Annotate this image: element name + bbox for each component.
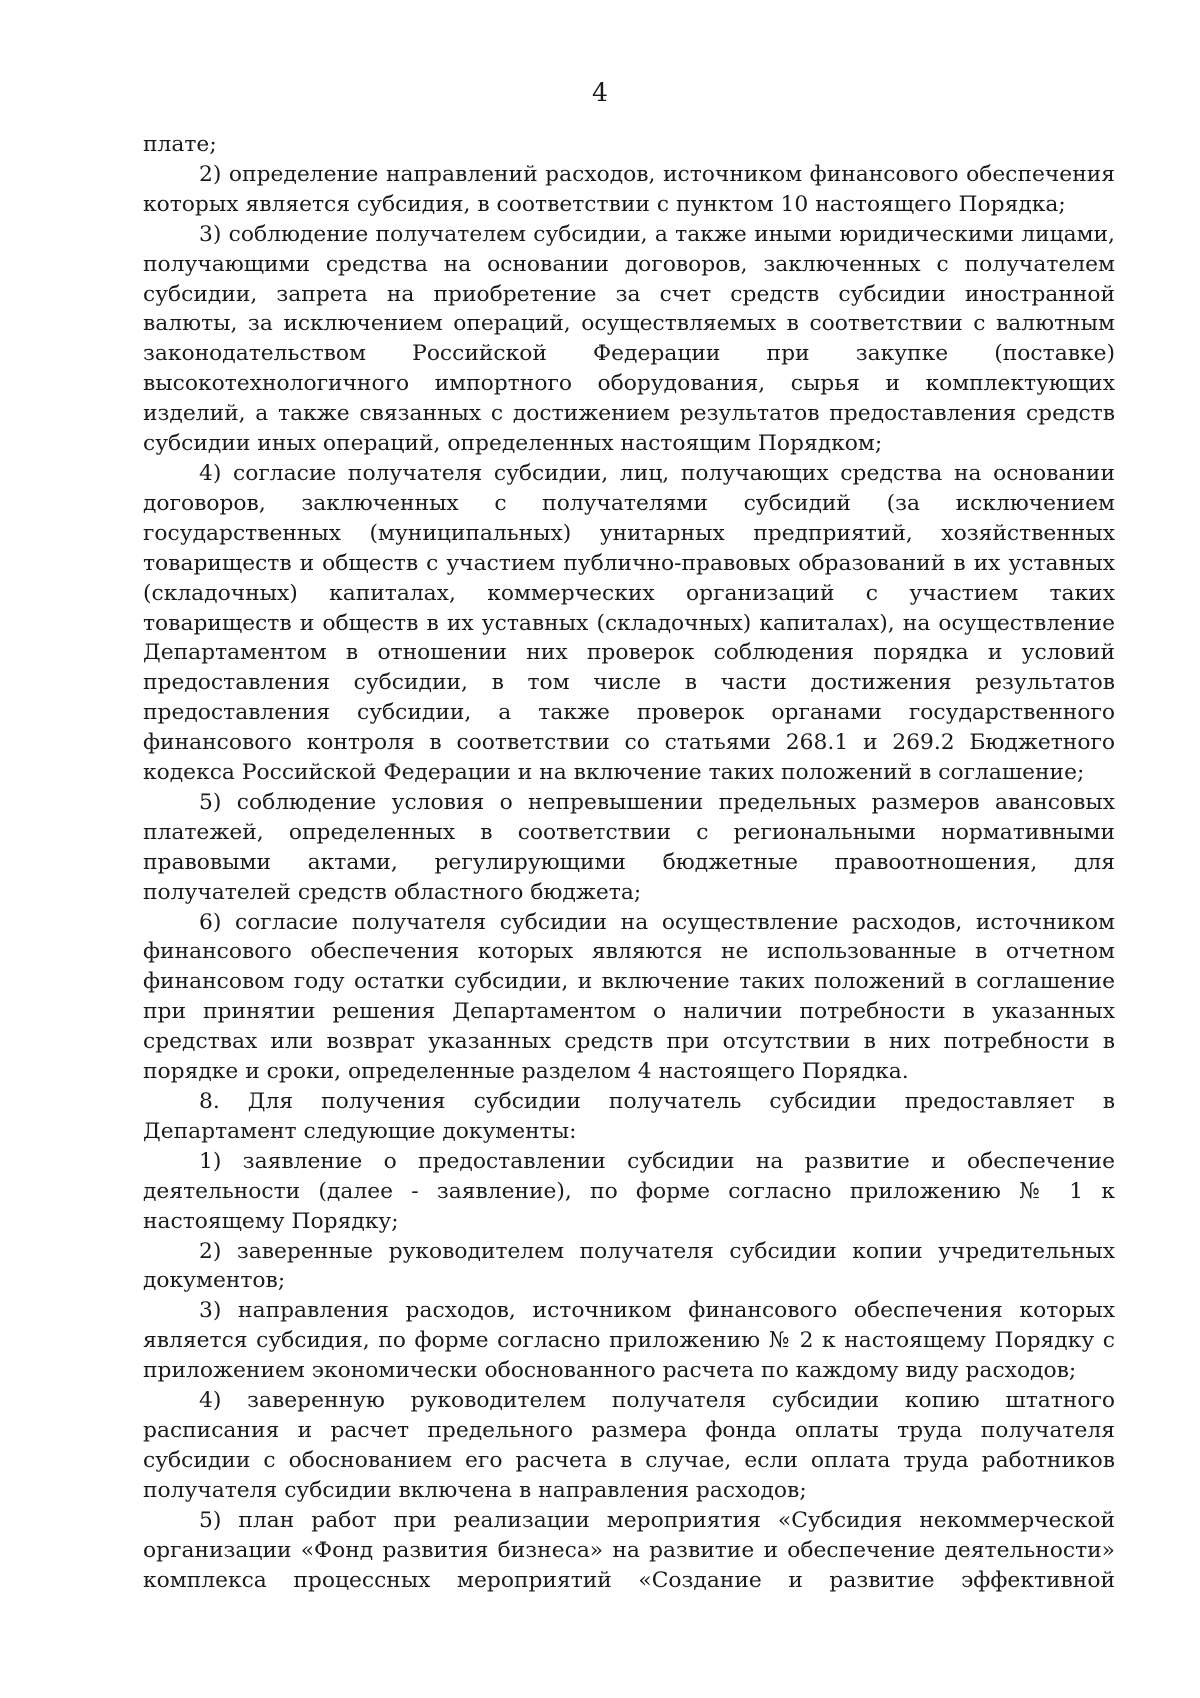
paragraph-doc-1: 1) заявление о предоставлении субсидии на развитие и обеспечение деятельности (далее - заявление), по форме согласно приложению № 1 к настоящему Порядку; — [143, 1148, 1115, 1234]
paragraph-continuation: плате; — [143, 132, 217, 157]
paragraph-doc-4: 4) заверенную руководителем получателя субсидии копию штатного расписания и расчет предельного размера фонда оплаты труда получателя субсидии с обоснованием его расчета в случае, если оплата труда работников получателя субсидии включена в направления расходов; — [143, 1388, 1115, 1503]
paragraph-item-3: 3) соблюдение получателем субсидии, а также иными юридическими лицами, получающими средства на основании договоров, заключенных с получателем субсидии, запрета на приобретение за счет средств субсидии иностранной валюты, за исключением операций, осуществляемых в соответствии с валютным законодательством Российской Федерации при закупке (поставке) высокотехнологичного импортного оборудования, сырья и комплектующих изделий, а также связанных с достижением результатов предоставления средств субсидии иных операций, определенных настоящим Порядком; — [143, 221, 1115, 457]
paragraph-item-5: 5) соблюдение условия о непревышении предельных размеров авансовых платежей, определенных в соответствии с региональными нормативными правовыми актами, регулирующими бюджетные правоотношения, для получателей средств областного бюджета; — [143, 789, 1115, 905]
paragraph-item-2: 2) определение направлений расходов, источником финансового обеспечения которых является субсидия, в соответствии с пунктом 10 настоящего Порядка; — [143, 161, 1115, 217]
paragraph-doc-5: 5) план работ при реализации мероприятия «Субсидия некоммерческой организации «Фонд развития бизнеса» на развитие и обеспечение деятельности» комплекса процессных мероприятий «Создание и развитие эффективной — [143, 1507, 1115, 1593]
paragraph-section-8: 8. Для получения субсидии получатель субсидии предоставляет в Департамент следующие документы: — [143, 1089, 1115, 1144]
paragraph-doc-2: 2) заверенные руководителем получателя субсидии копии учредительных документов; — [143, 1238, 1115, 1294]
document-body — [143, 130, 1115, 1595]
page-number: 4 — [592, 78, 608, 107]
paragraph-item-4: 4) согласие получателя субсидии, лиц, получающих средства на основании договоров, заключенных с получателями субсидий (за исключением государственных (муниципальных) унитарных предприятий, хозяйственных товариществ и обществ с участием публично-правовых образований в их уставных (складочных) капиталах, коммерческих организаций с участием таких товариществ и обществ в их уставных (складочных) капиталах), на осуществление Департаментом в отношении них проверок соблюдения порядка и условий предоставления субсидии, в том числе в части достижения результатов предоставления субсидии, а также проверок органами государственного финансового контроля в соответствии со статьями 268.1 и 269.2 Бюджетного кодекса Российской Федерации и на включение таких положений в соглашение; — [143, 460, 1115, 786]
paragraph-item-6: 6) согласие получателя субсидии на осуществление расходов, источником финансового обеспечения которых являются не использованные в отчетном финансовом году остатки субсидии, и включение таких положений в соглашение при принятии решения Департаментом о наличии потребности в указанных средствах или возврат указанных средств при отсутствии в них потребности в порядке и сроки, определенные разделом 4 настоящего Порядка. — [143, 909, 1115, 1085]
paragraph-doc-3: 3) направления расходов, источником финансового обеспечения которых является субсидия, по форме согласно приложению № 2 к настоящему Порядку с приложением экономически обоснованного расчета по каждому виду расходов; — [143, 1298, 1115, 1384]
